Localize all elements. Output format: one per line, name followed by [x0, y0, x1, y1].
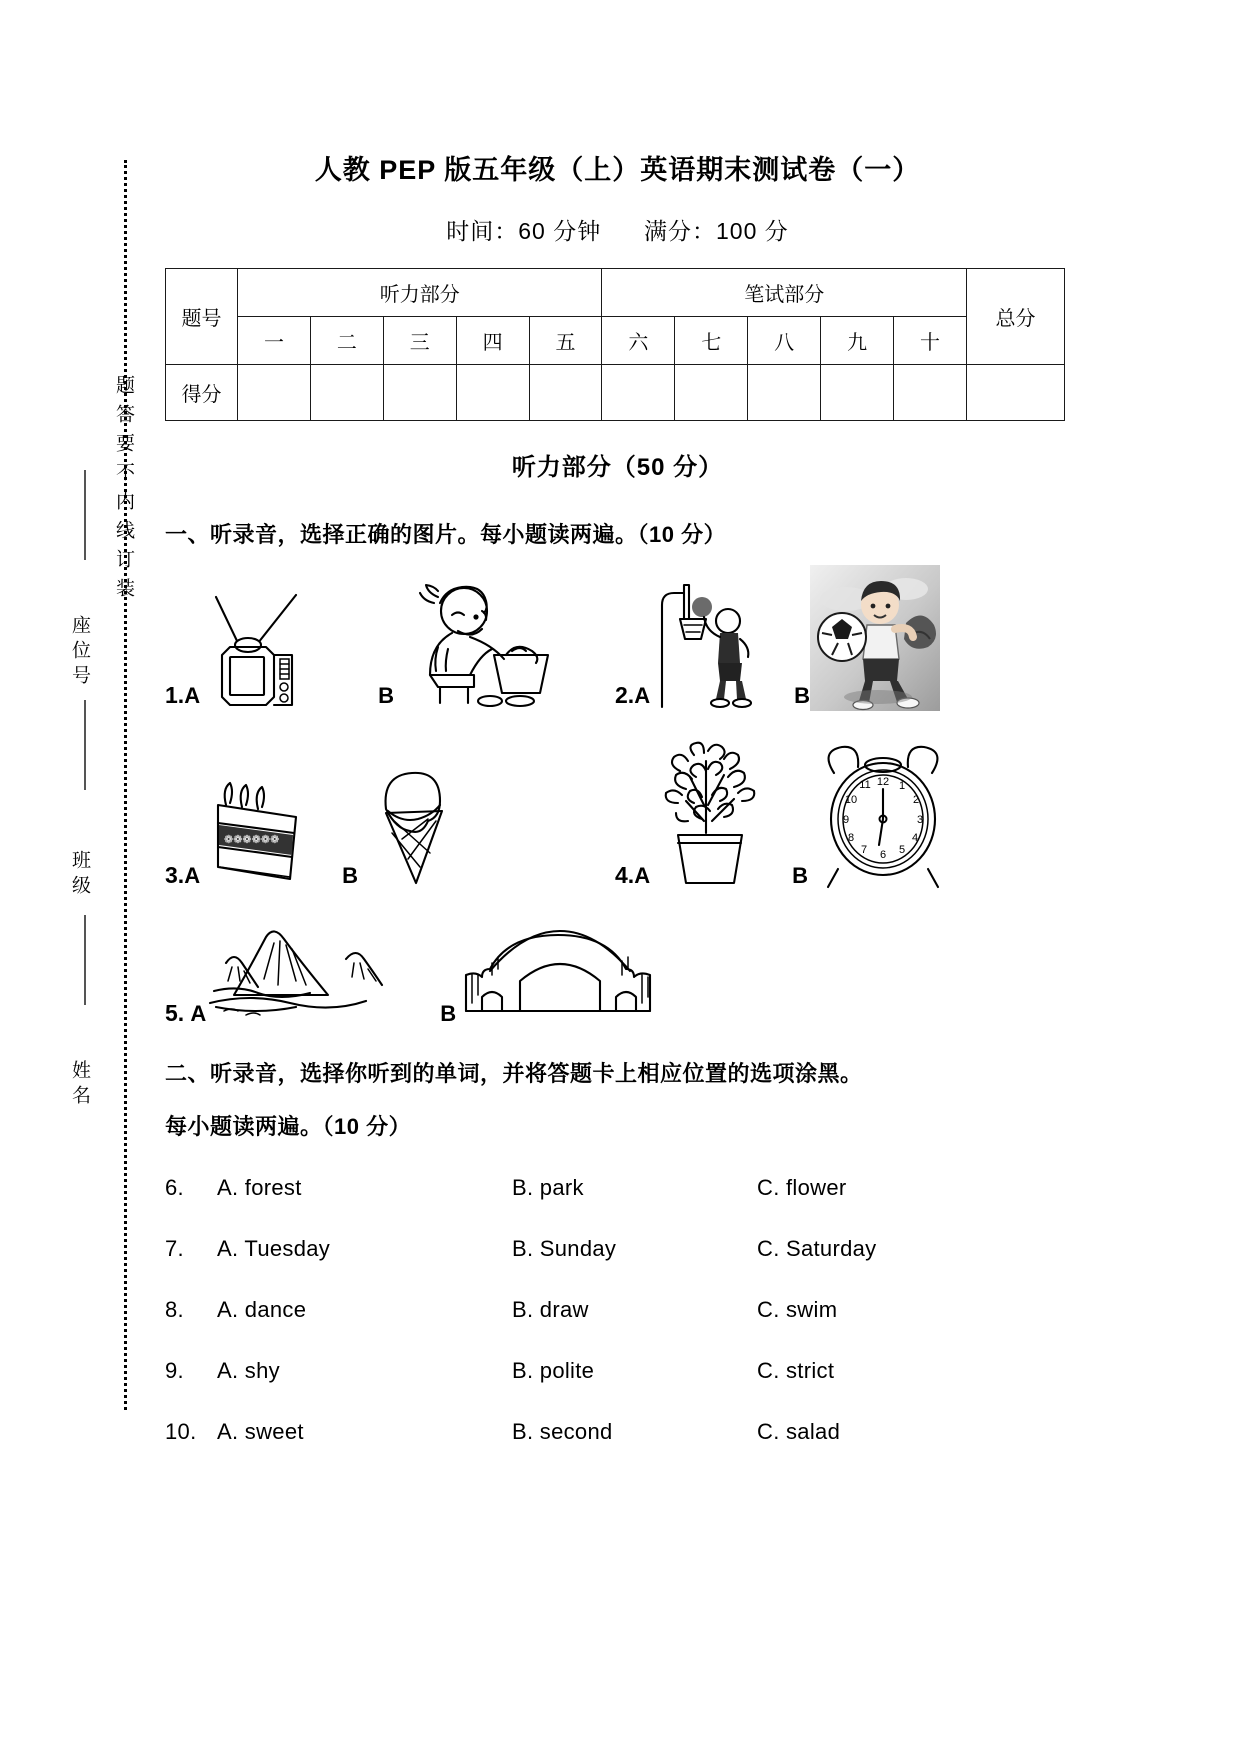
table-row-scores — [166, 365, 1065, 421]
seal-rule-2 — [84, 700, 86, 790]
time-label: 时间：60 分钟 — [446, 218, 602, 244]
score-entry-9[interactable] — [821, 365, 894, 421]
item-4-option-b[interactable]: B — [792, 863, 808, 888]
svg-text:7: 7 — [860, 844, 868, 856]
girl-washing-clothes-icon — [394, 581, 564, 711]
row-10-option-b[interactable]: B. second — [512, 1419, 613, 1444]
list-item — [165, 1297, 1070, 1323]
cell-group-listening: 听力部分 — [238, 269, 602, 317]
cell-qnum-3: 三 — [383, 317, 456, 365]
item-5-label — [165, 1000, 206, 1029]
row-7-option-a[interactable]: A. Tuesday — [217, 1236, 331, 1261]
page-title: 人教 PEP 版五年级（上）英语期末测试卷（一） — [314, 155, 921, 185]
cell-qnum-4: 四 — [456, 317, 529, 365]
cell-group-written: 笔试部分 — [602, 269, 967, 317]
item-3-option-b[interactable]: B — [342, 863, 358, 888]
svg-text:11: 11 — [859, 779, 871, 791]
svg-text:10: 10 — [844, 794, 858, 806]
cell-qnum-7: 七 — [675, 317, 748, 365]
picture-item-5 — [165, 919, 685, 1029]
picture-item-4 — [615, 739, 1065, 891]
row-6-option-c[interactable]: C. flower — [757, 1175, 847, 1200]
svg-text:4: 4 — [911, 832, 919, 844]
row-6-number: 6. — [165, 1175, 184, 1200]
row-6-option-a[interactable]: A. forest — [217, 1175, 302, 1200]
cell-total-header: 总分 — [967, 269, 1065, 365]
item-3-label — [165, 862, 200, 891]
question-one-heading: 一、听录音，选择正确的图片。每小题读两遍。（10 分） — [165, 522, 727, 547]
row-9-option-a[interactable]: A. shy — [217, 1358, 280, 1383]
cell-qnum-8: 八 — [748, 317, 821, 365]
item-3-option-a[interactable]: A — [184, 863, 201, 888]
svg-text:1: 1 — [898, 780, 906, 792]
boy-playing-basketball-icon — [650, 579, 770, 711]
score-entry-total[interactable] — [967, 365, 1065, 421]
item-2-option-b[interactable]: B — [794, 683, 810, 708]
item-1-number: 1. — [165, 682, 185, 708]
item-4-number: 4. — [615, 862, 635, 888]
seal-rule-3 — [84, 915, 86, 1005]
stone-bridge-icon — [456, 919, 666, 1029]
score-entry-8[interactable] — [748, 365, 821, 421]
picture-item-1 — [165, 581, 615, 711]
svg-text:2: 2 — [912, 794, 920, 806]
table-row-group-header — [166, 269, 1065, 317]
item-1-option-b[interactable]: B — [378, 683, 394, 708]
row-8-option-c[interactable]: C. swim — [757, 1297, 838, 1322]
ice-cream-cone-icon — [358, 755, 468, 891]
picture-item-3 — [165, 755, 615, 891]
row-6-option-b[interactable]: B. park — [512, 1175, 584, 1200]
score-entry-5[interactable] — [529, 365, 602, 421]
seal-rule-1 — [84, 470, 86, 560]
field-name: 姓名 — [69, 1060, 90, 1110]
svg-text:6: 6 — [879, 849, 887, 861]
row-8-number: 8. — [165, 1297, 184, 1322]
row-9-option-c[interactable]: C. strict — [757, 1358, 835, 1383]
item-4-label — [615, 862, 650, 891]
question-two-word-list — [165, 1175, 1070, 1445]
seal-instruction-text: 题答要不内线订装 — [113, 375, 134, 607]
score-entry-7[interactable] — [675, 365, 748, 421]
cell-qnum-5: 五 — [529, 317, 602, 365]
mountain-river-icon — [206, 919, 406, 1029]
score-entry-3[interactable] — [383, 365, 456, 421]
svg-text:9: 9 — [842, 814, 850, 826]
item-2-label — [615, 682, 650, 711]
cell-qnum-1: 一 — [238, 317, 311, 365]
total-score-label: 满分：100 分 — [644, 218, 789, 244]
row-7-option-c[interactable]: C. Saturday — [757, 1236, 877, 1261]
picture-row-1 — [165, 565, 1070, 711]
list-item — [165, 1358, 1070, 1384]
row-8-option-a[interactable]: A. dance — [217, 1297, 307, 1322]
cell-qnum-9: 九 — [821, 317, 894, 365]
row-7-option-b[interactable]: B. Sunday — [512, 1236, 617, 1261]
dotted-seal-line — [124, 160, 127, 1410]
score-entry-10[interactable] — [894, 365, 967, 421]
item-5-number: 5. — [165, 1000, 185, 1026]
row-7-number: 7. — [165, 1236, 184, 1261]
picture-item-2 — [615, 565, 1065, 711]
field-class: 班级 — [69, 850, 90, 900]
table-row-question-numbers — [166, 317, 1065, 365]
svg-text:3: 3 — [916, 814, 924, 826]
boy-playing-football-photo — [810, 565, 940, 711]
score-table — [165, 268, 1065, 421]
row-9-option-b[interactable]: B. polite — [512, 1358, 595, 1383]
row-10-option-c[interactable]: C. salad — [757, 1419, 841, 1444]
exam-meta — [165, 213, 1070, 246]
cell-qnum-10: 十 — [894, 317, 967, 365]
binding-sidebar — [58, 160, 148, 1410]
listening-part-heading: 听力部分（50 分） — [511, 454, 724, 481]
row-10-option-a[interactable]: A. sweet — [217, 1419, 304, 1444]
list-item — [165, 1236, 1070, 1262]
item-2-option-a[interactable]: A — [634, 683, 651, 708]
svg-text:5: 5 — [898, 844, 906, 856]
score-entry-1[interactable] — [238, 365, 311, 421]
television-icon — [200, 581, 350, 711]
svg-text:❁❁❁❁❁❁: ❁❁❁❁❁❁ — [224, 834, 280, 846]
item-1-label — [165, 682, 200, 711]
question-two-heading-line1: 二、听录音，选择你听到的单词，并将答题卡上相应位置的选项涂黑。 — [165, 1061, 863, 1086]
question-one-pictures — [165, 565, 1070, 1029]
svg-text:8: 8 — [847, 832, 855, 844]
potted-flower-icon — [650, 741, 770, 891]
item-5-option-b[interactable]: B — [440, 1001, 457, 1026]
exam-page — [165, 0, 1070, 1754]
cell-qnum-2: 二 — [310, 317, 383, 365]
picture-row-2 — [165, 739, 1070, 891]
list-item — [165, 1175, 1070, 1201]
score-entry-6[interactable] — [602, 365, 675, 421]
item-2-number: 2. — [615, 682, 635, 708]
field-seat-number: 座位号 — [69, 615, 90, 690]
item-1-option-a[interactable]: A — [184, 683, 201, 708]
cell-row-label-score: 得分 — [166, 365, 238, 421]
svg-text:12: 12 — [876, 776, 890, 788]
question-two-heading-line2: 每小题读两遍。（10 分） — [165, 1114, 412, 1139]
item-5-option-a[interactable]: A — [190, 1001, 207, 1026]
row-9-number: 9. — [165, 1358, 184, 1383]
cell-row-label-qnum: 题号 — [166, 269, 238, 365]
alarm-clock-icon — [808, 739, 958, 891]
score-entry-2[interactable] — [310, 365, 383, 421]
picture-row-3 — [165, 919, 1070, 1029]
row-8-option-b[interactable]: B. draw — [512, 1297, 589, 1322]
item-3-number: 3. — [165, 862, 185, 888]
score-entry-4[interactable] — [456, 365, 529, 421]
row-10-number: 10. — [165, 1419, 197, 1444]
list-item — [165, 1419, 1070, 1445]
cake-slice-icon — [200, 771, 320, 891]
cell-qnum-6: 六 — [602, 317, 675, 365]
item-4-option-a[interactable]: A — [634, 863, 651, 888]
